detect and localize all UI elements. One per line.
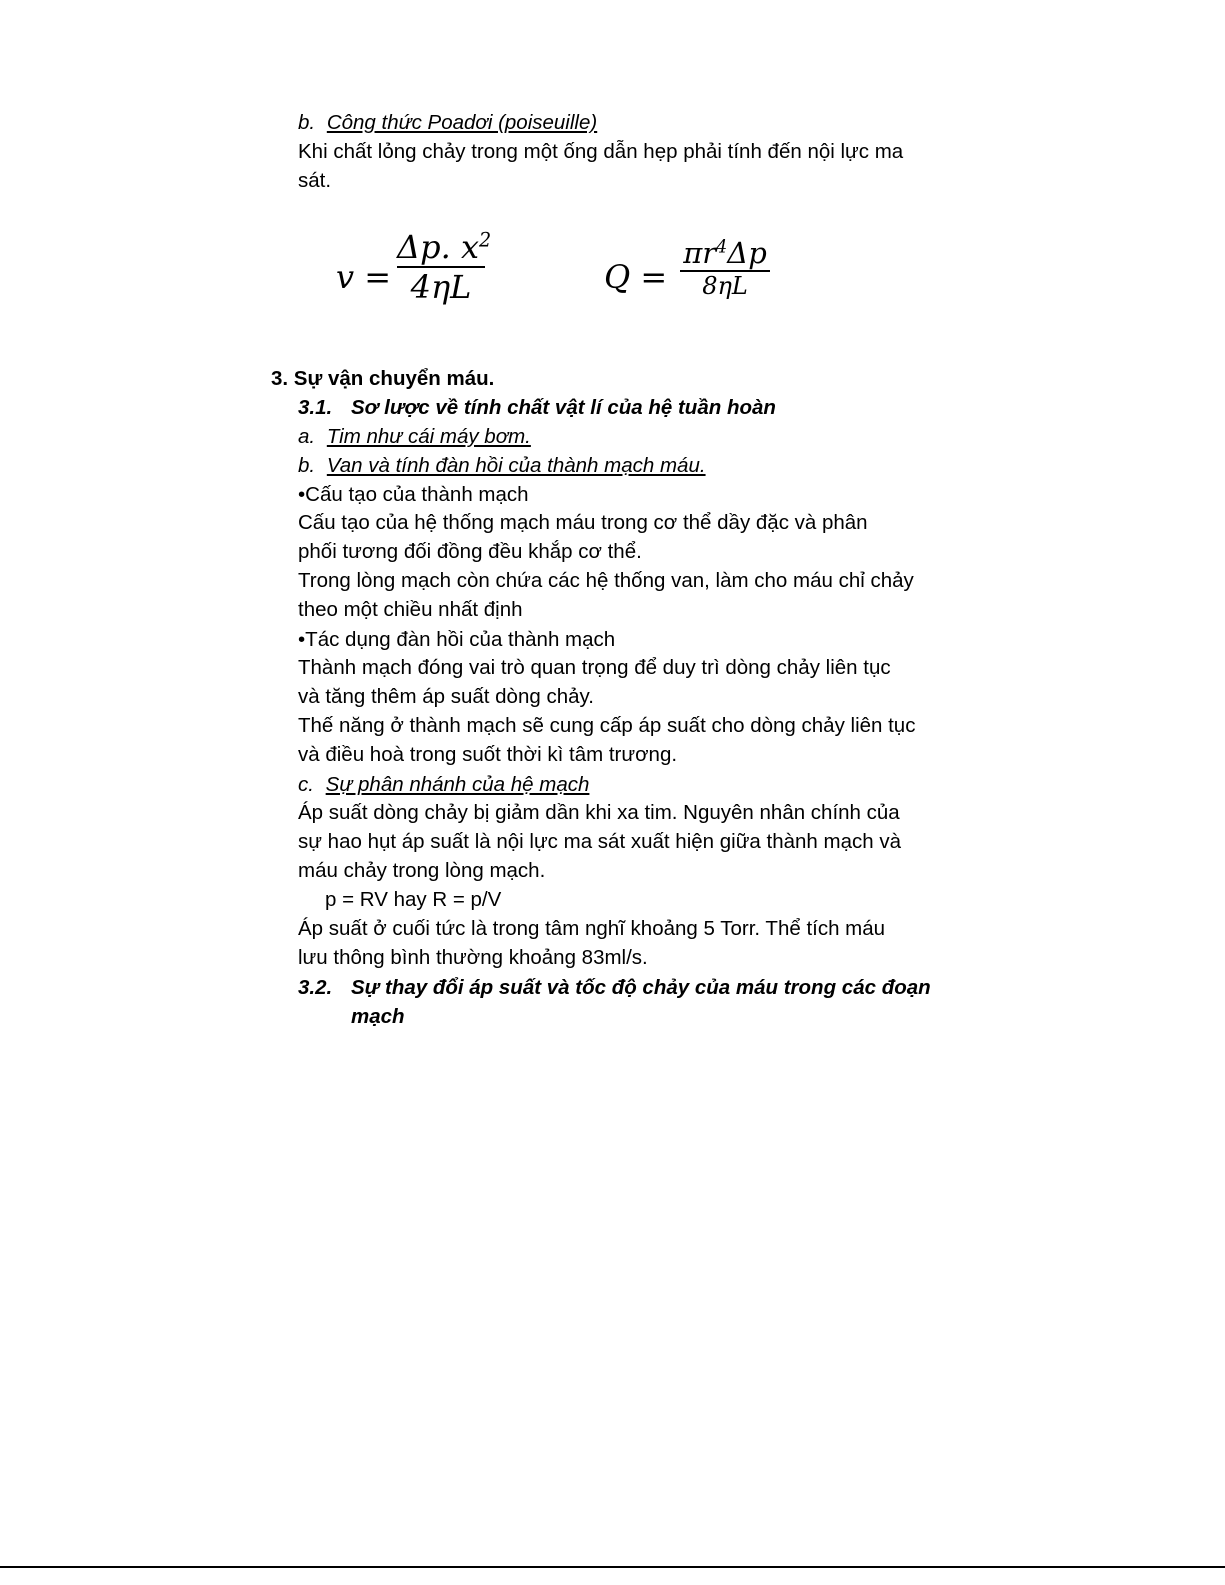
paragraph-3-line-1: Thành mạch đóng vai trò quan trọng để duy trì dòng chảy liên tục [298,656,891,679]
section-3-heading: 3. Sự vận chuyển máu. [271,367,495,390]
poiseuille-marker: b. [298,111,316,134]
item-c-heading [298,770,589,799]
paragraph-1-line-2: phối tương đối đồng đều khắp cơ thể. [298,540,642,563]
subsection-3-1-title: Sơ lược về tính chất vật lí của hệ tuần hoàn [351,396,776,419]
item-a-heading [298,422,531,451]
poiseuille-title: Công thức Poadơi (poiseuille) [326,111,598,134]
velocity-fraction [397,228,492,306]
subsection-3-2-title-line-2: mạch [351,1005,405,1028]
paragraph-2-line-1: Trong lòng mạch còn chứa các hệ thống van, làm cho máu chỉ chảy [298,569,914,592]
subsection-3-1-number: 3.1. [298,396,333,419]
bullet-elasticity: •Tác dụng đàn hồi của thành mạch [298,628,616,651]
paragraph-5-line-3: máu chảy trong lòng mạch. [298,859,546,882]
paragraph-5-line-1: Áp suất dòng chảy bị giảm dần khi xa tim. Nguyên nhân chính của [298,801,900,824]
poiseuille-heading [298,108,597,137]
paragraph-2-line-2: theo một chiều nhất định [298,598,523,621]
resistance-equation: p = RV hay R = p/V [325,888,502,911]
flow-rate-lhs: Q = [604,258,668,296]
paragraph-3-line-2: và tăng thêm áp suất dòng chảy. [298,685,594,708]
subsection-3-1-heading [298,393,776,422]
bullet-structure: •Cấu tạo của thành mạch [298,483,529,506]
item-a-title: Tim như cái máy bơm. [326,425,531,448]
item-c-marker: c. [298,773,314,796]
item-b-heading [298,451,706,480]
item-a-marker: a. [298,425,316,448]
paragraph-4-line-1: Thế năng ở thành mạch sẽ cung cấp áp suất cho dòng chảy liên tục [298,714,916,737]
item-c-title: Sự phân nhánh của hệ mạch [325,773,590,796]
subsection-3-2-number: 3.2. [298,976,333,999]
poiseuille-text-line-2: sát. [298,169,332,192]
paragraph-4-line-2: và điều hoà trong suốt thời kì tâm trương. [298,743,678,766]
velocity-numerator: Δp. $x^2$ [397,228,492,266]
item-b-marker: b. [298,454,316,477]
page-bottom-rule [0,1566,1225,1568]
subsection-3-2-title-line-1: Sự thay đổi áp suất và tốc độ chảy của máu trong các đoạn [351,976,931,999]
paragraph-1-line-1: Cấu tạo của hệ thống mạch máu trong cơ thể dầy đặc và phân [298,511,868,534]
velocity-lhs: v = [336,258,392,296]
flow-rate-numerator: $\pi r^4\Delta p$ [683,236,767,270]
flow-rate-fraction [680,236,770,300]
paragraph-6-line-1: Áp suất ở cuối tức là trong tâm nghĩ khoảng 5 Torr. Thể tích máu [298,917,886,940]
paragraph-6-line-2: lưu thông bình thường khoảng 83ml/s. [298,946,648,969]
item-b-title: Van và tính đàn hồi của thành mạch máu. [326,454,706,477]
velocity-denominator: 4ηL [410,268,472,306]
subsection-3-2-heading [298,973,931,1002]
paragraph-5-line-2: sự hao hụt áp suất là nội lực ma sát xuất hiện giữa thành mạch và [298,830,901,853]
flow-rate-denominator: 8ηL [702,272,748,300]
poiseuille-text-line-1: Khi chất lỏng chảy trong một ống dẫn hẹp phải tính đến nội lực ma [298,140,904,163]
